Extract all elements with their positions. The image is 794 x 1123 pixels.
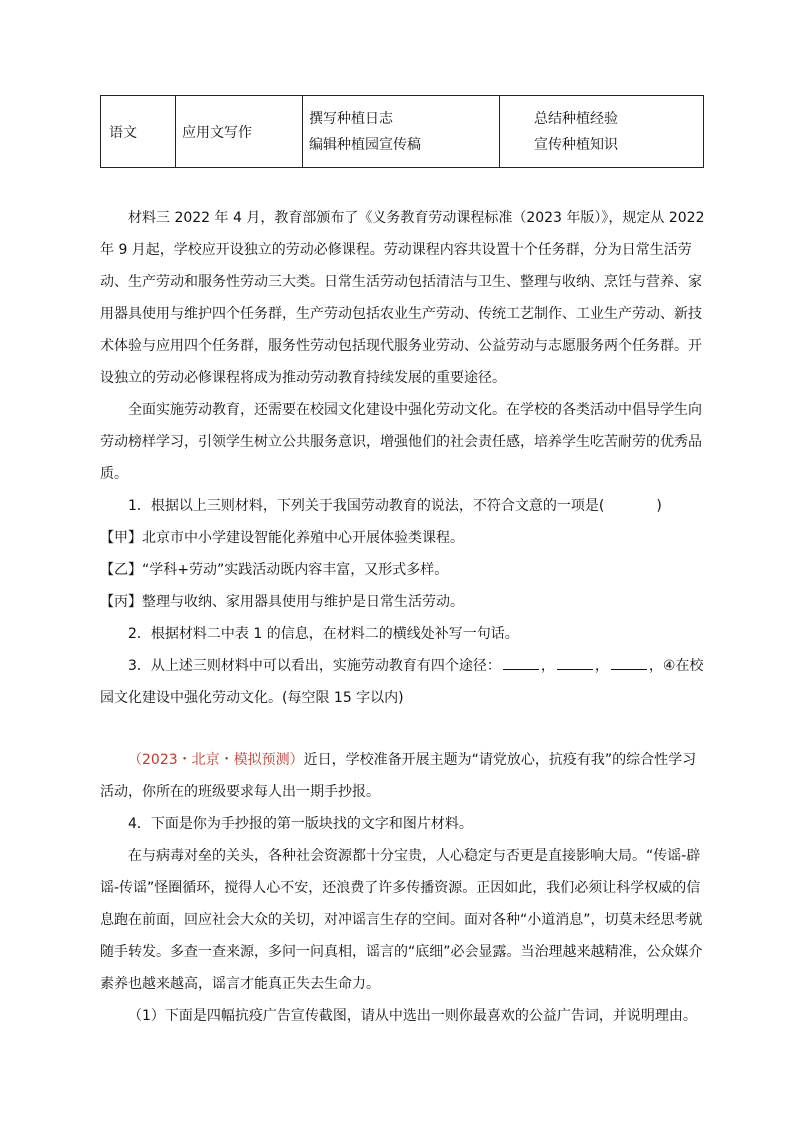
question-2: 2．根据材料二中表 1 的信息，在材料二的横线处补写一句话。 [128, 626, 519, 642]
material3-paragraph-2: 全面实施劳动教育，还需要在校园文化建设中强化劳动文化。在学校的各类活动中倡导学生向劳动榜样学习，引领学生树立公共服务意识，增强他们的社会责任感，培养学生吃苦耐劳的优秀品质。 [100, 402, 702, 482]
question-4-sub-1: （1）下面是四幅抗疫广告宣传截图，请从中选出一则你最喜欢的公益广告词，并说明理由。 [128, 1008, 697, 1024]
activity-table [100, 95, 704, 168]
section2-block [100, 744, 706, 1032]
goal-item: 总结种植经验 [534, 110, 618, 127]
question-3-suffix: ，④在校园文化建设中强化劳动文化。(每空限 15 字以内) [100, 658, 704, 706]
goal-item: 宣传种植知识 [534, 136, 618, 153]
question-3 [100, 650, 706, 714]
material3-block [100, 202, 706, 650]
table-cell-goals [500, 96, 704, 168]
question-4-passage: 在与病毒对垒的关头，各种社会资源都十分宝贵，人心稳定与否更是直接影响大局。“传谣-辟谣-传谣”怪圈循环，搅得人心不安，还浪费了许多传播资源。正因如此，我们必须让科学权威的信息跑在前面，回应社会大众的关切，对冲谣言生存的空间。面对各种“小道消息”，切莫未经思考就随手转发。多查一查来源，多问一问真相，谣言的“底细”必会显露。当治理越来越精准，公众媒介素养也越来越高，谣言才能真正失去生命力。 [100, 848, 703, 992]
separator: ， [540, 658, 555, 674]
section2-intro: 近日，学校准备开展主题为“请党放心，抗疫有我”的综合性学习活动，你所在的班级要求每人出一期手抄报。 [100, 752, 697, 800]
question-3-prefix: 3．从上述三则材料中可以看出，实施劳动教育有四个途径： [128, 658, 501, 674]
option-yi: 【乙】“学科+劳动”实践活动既内容丰富，又形式多样。 [100, 562, 449, 578]
task-item: 编辑种植园宣传稿 [309, 136, 421, 153]
table-row [101, 96, 704, 168]
answer-blank-2[interactable] [557, 653, 593, 670]
answer-blank-1[interactable] [503, 653, 539, 670]
question-1-close: ) [656, 498, 662, 514]
option-jia: 【甲】北京市中小学建设智能化养殖中心开展体验类课程。 [100, 530, 464, 546]
option-bing: 【丙】整理与收纳、家用器具使用与维护是日常生活劳动。 [100, 594, 464, 610]
section2-intro-paragraph [100, 744, 706, 808]
question-1-stem [100, 490, 706, 522]
table-cell-subject: 语文 [101, 96, 176, 168]
separator: ， [594, 658, 609, 674]
source-tag: （2023・北京・模拟预测） [128, 752, 304, 768]
question-1-text: 1．根据以上三则材料，下列关于我国劳动教育的说法，不符合文意的一项是( [128, 498, 605, 514]
question-4-stem: 4．下面是你为手抄报的第一版块找的文字和图片材料。 [128, 816, 473, 832]
task-item: 撰写种植日志 [309, 110, 393, 127]
table-cell-type: 应用文写作 [176, 96, 303, 168]
question-3-block [100, 650, 706, 714]
answer-blank-3[interactable] [611, 653, 647, 670]
table-cell-tasks [303, 96, 500, 168]
material3-paragraph-1: 材料三 2022 年 4 月，教育部颁布了《义务教育劳动课程标准（2023 年版）》，规定从 2022 年 9 月起，学校应开设独立的劳动必修课程。劳动课程内容共设置十个任务群，分为日常生活劳动、生产劳动和服务性劳动三大类。日常生活劳动包括清洁与卫生、整理与收纳、烹饪与营养、家用器具使用与维护四个任务群，生产劳动包括农业生产劳动、传统工艺制作、工业生产劳动、新技术体验与应用四个任务群，服务性劳动包括现代服务业劳动、公益劳动与志愿服务两个任务群。开设独立的劳动必修课程将成为推动劳动教育持续发展的重要途径。 [100, 210, 705, 386]
